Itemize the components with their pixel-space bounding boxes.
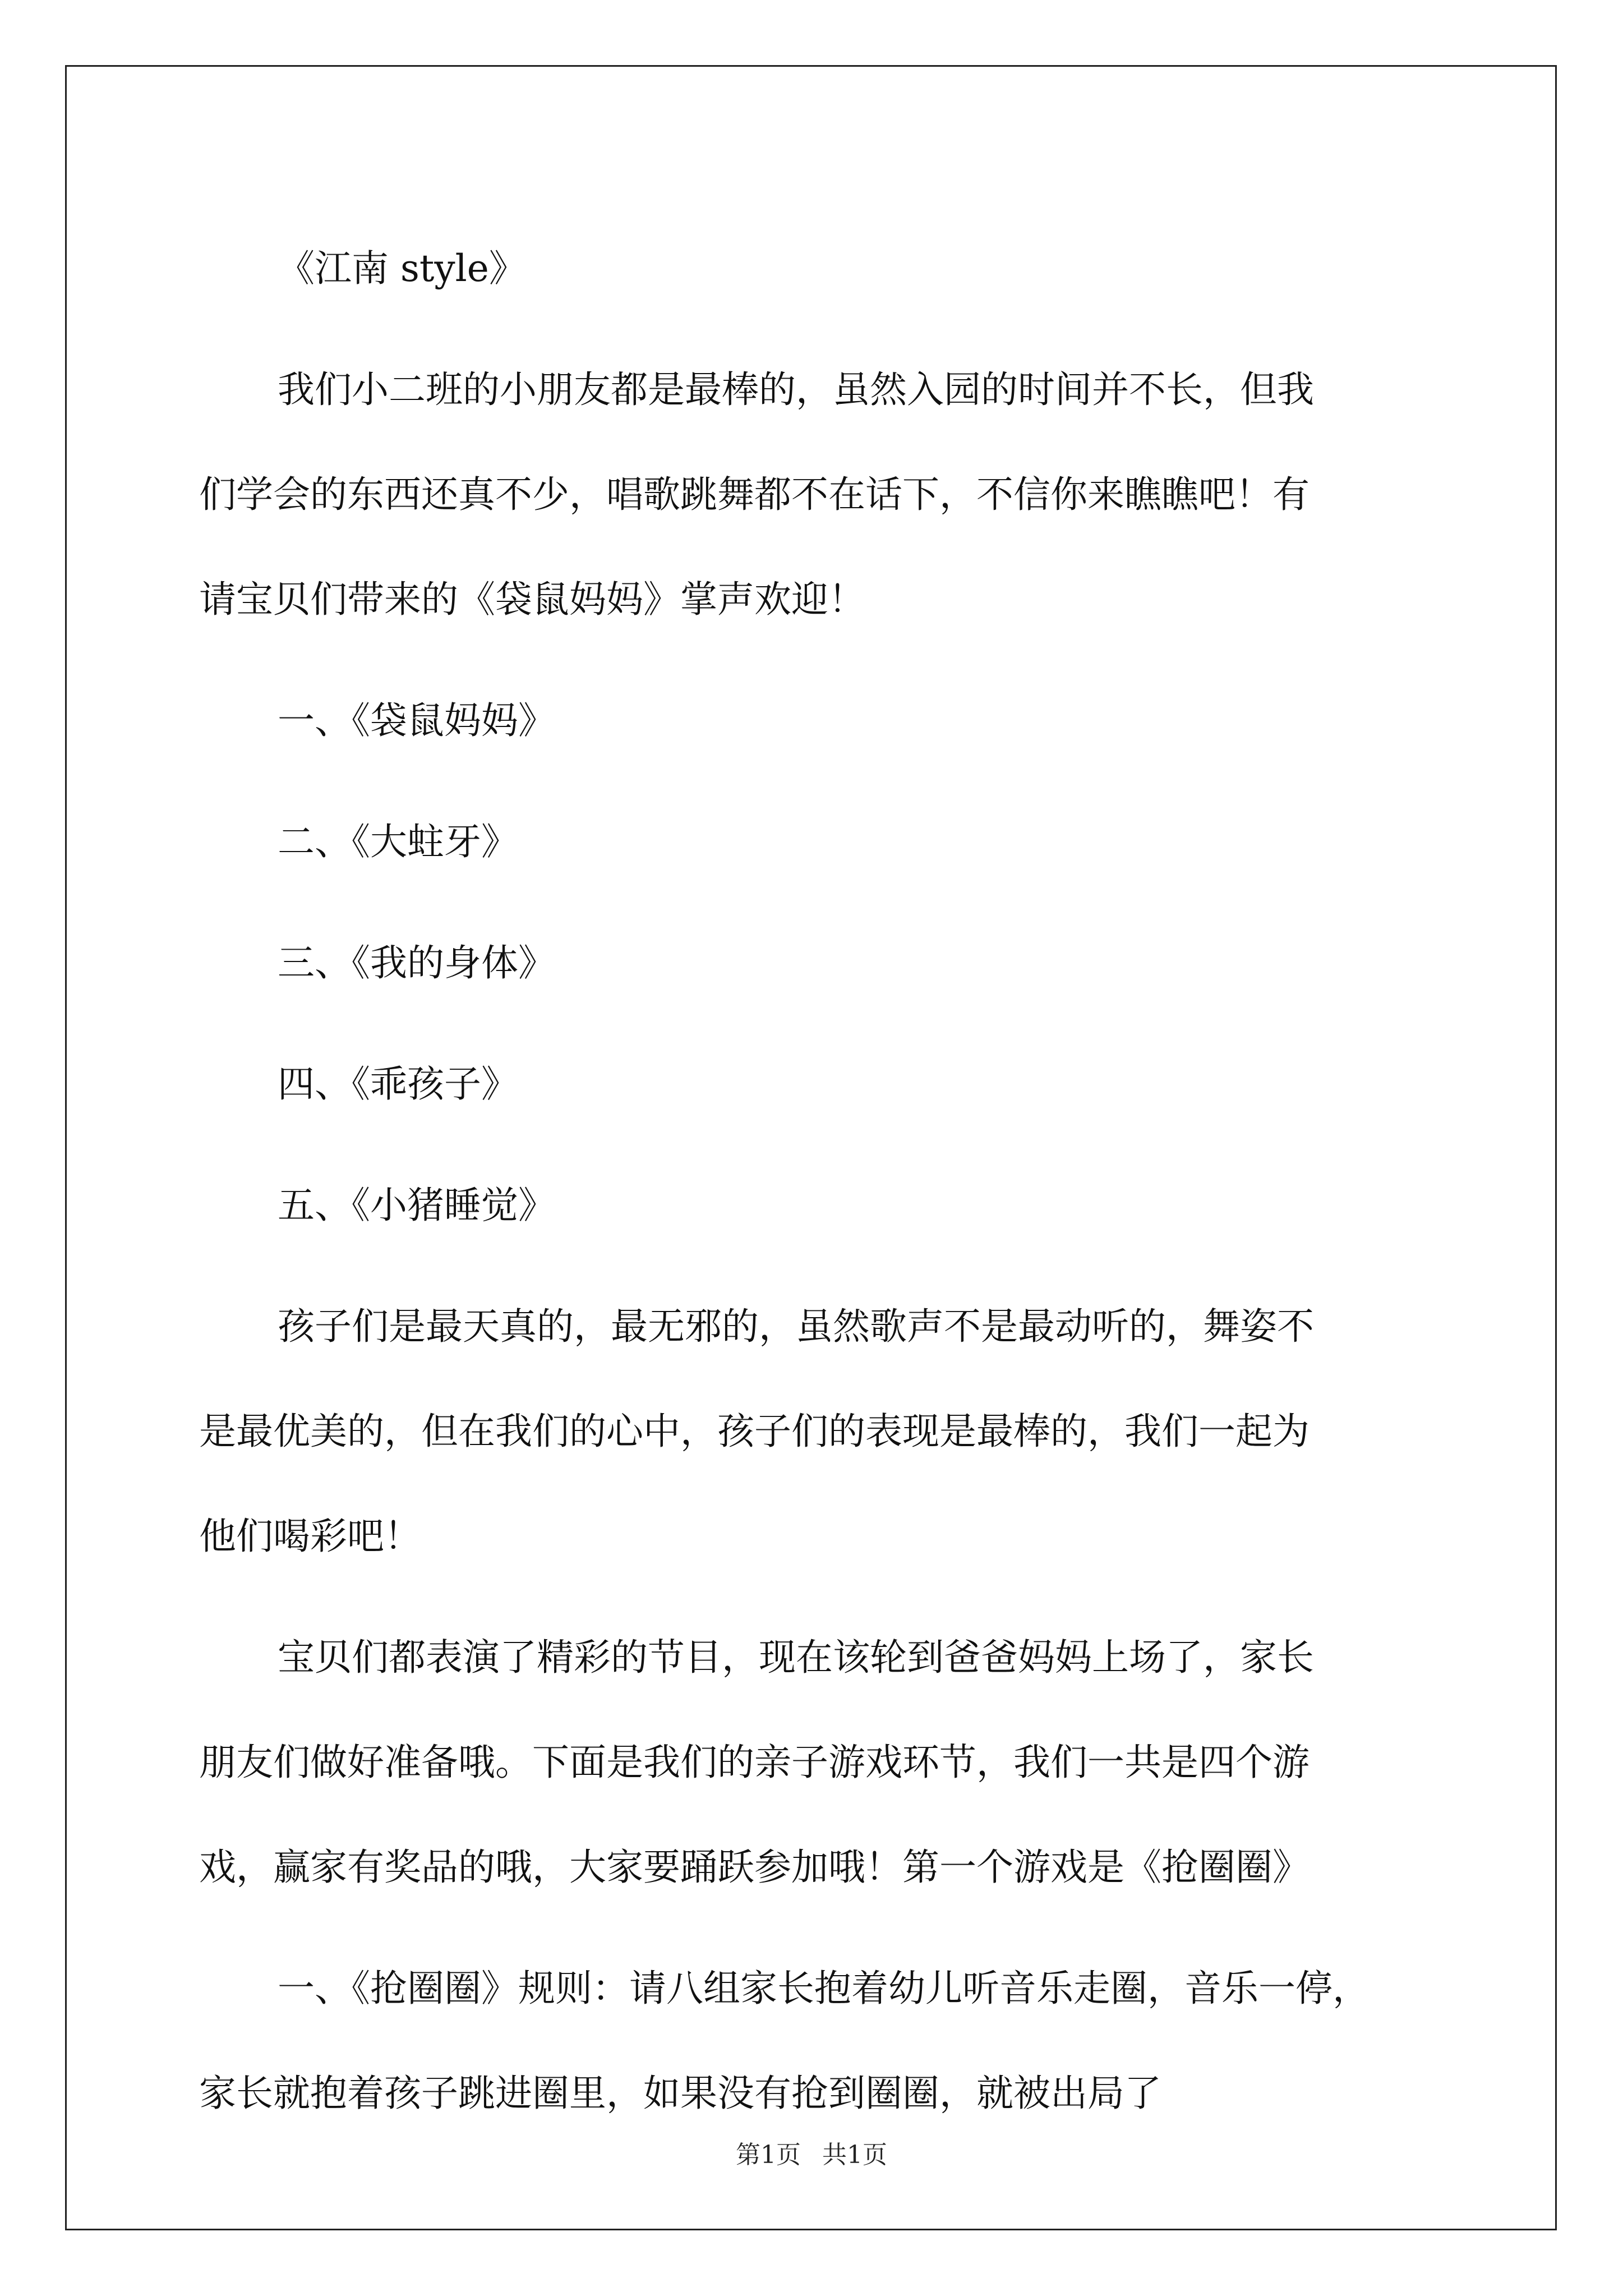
paragraph-line: 宝贝们都表演了精彩的节目，现在该轮到爸爸妈妈上场了，家长 bbox=[278, 1636, 1314, 1679]
paragraph-line: 请宝贝们带来的《袋鼠妈妈》掌声欢迎！ bbox=[199, 578, 865, 621]
program-item bbox=[199, 668, 1433, 773]
page-total: 共1页 bbox=[822, 2141, 887, 2169]
paragraph-line: 们学会的东西还真不少，唱歌跳舞都不在话下，不信你来瞧瞧吧！有 bbox=[199, 473, 1310, 516]
paragraph-line: 是最优美的，但在我们的心中，孩子们的表现是最棒的，我们一起为 bbox=[199, 1410, 1310, 1453]
paragraph-line: 一、《抢圈圈》规则：请八组家长抱着幼儿听音乐走圈，音乐一停， bbox=[278, 1967, 1370, 2010]
paragraph-line: 孩子们是最天真的，最无邪的，虽然歌声不是最动听的，舞姿不 bbox=[278, 1305, 1314, 1348]
page-footer bbox=[0, 2134, 1623, 2170]
paragraph-line: 朋友们做好准备哦。下面是我们的亲子游戏环节，我们一共是四个游 bbox=[199, 1741, 1310, 1784]
paragraph-line: 五、《小猪睡觉》 bbox=[278, 1184, 555, 1227]
paragraph-intro bbox=[199, 337, 1433, 652]
paragraph-line: 一、《袋鼠妈妈》 bbox=[278, 699, 555, 742]
paragraph-praise bbox=[199, 1274, 1433, 1589]
program-item bbox=[199, 910, 1433, 1015]
page-number: 第1页 bbox=[736, 2141, 801, 2169]
paragraph-games-intro bbox=[199, 1605, 1433, 1920]
program-item bbox=[199, 1153, 1433, 1258]
paragraph-game-rules bbox=[199, 1936, 1433, 2146]
paragraph-line: 他们喝彩吧！ bbox=[199, 1515, 421, 1558]
paragraph-line: 《江南 style》 bbox=[278, 247, 526, 290]
paragraph-line: 二、《大蛀牙》 bbox=[278, 820, 518, 863]
paragraph-line: 我们小二班的小朋友都是最棒的，虽然入园的时间并不长，但我 bbox=[278, 368, 1314, 411]
document-body bbox=[199, 216, 1433, 2162]
paragraph-line: 三、《我的身体》 bbox=[278, 941, 555, 984]
paragraph-line: 四、《乖孩子》 bbox=[278, 1062, 518, 1106]
program-item bbox=[199, 789, 1433, 894]
program-item bbox=[199, 1032, 1433, 1137]
paragraph-line: 家长就抱着孩子跳进圈里，如果没有抢到圈圈，就被出局了 bbox=[199, 2072, 1161, 2115]
paragraph-line: 戏，赢家有奖品的哦，大家要踊跃参加哦！第一个游戏是《抢圈圈》 bbox=[199, 1846, 1310, 1889]
paragraph-title bbox=[199, 216, 1433, 321]
